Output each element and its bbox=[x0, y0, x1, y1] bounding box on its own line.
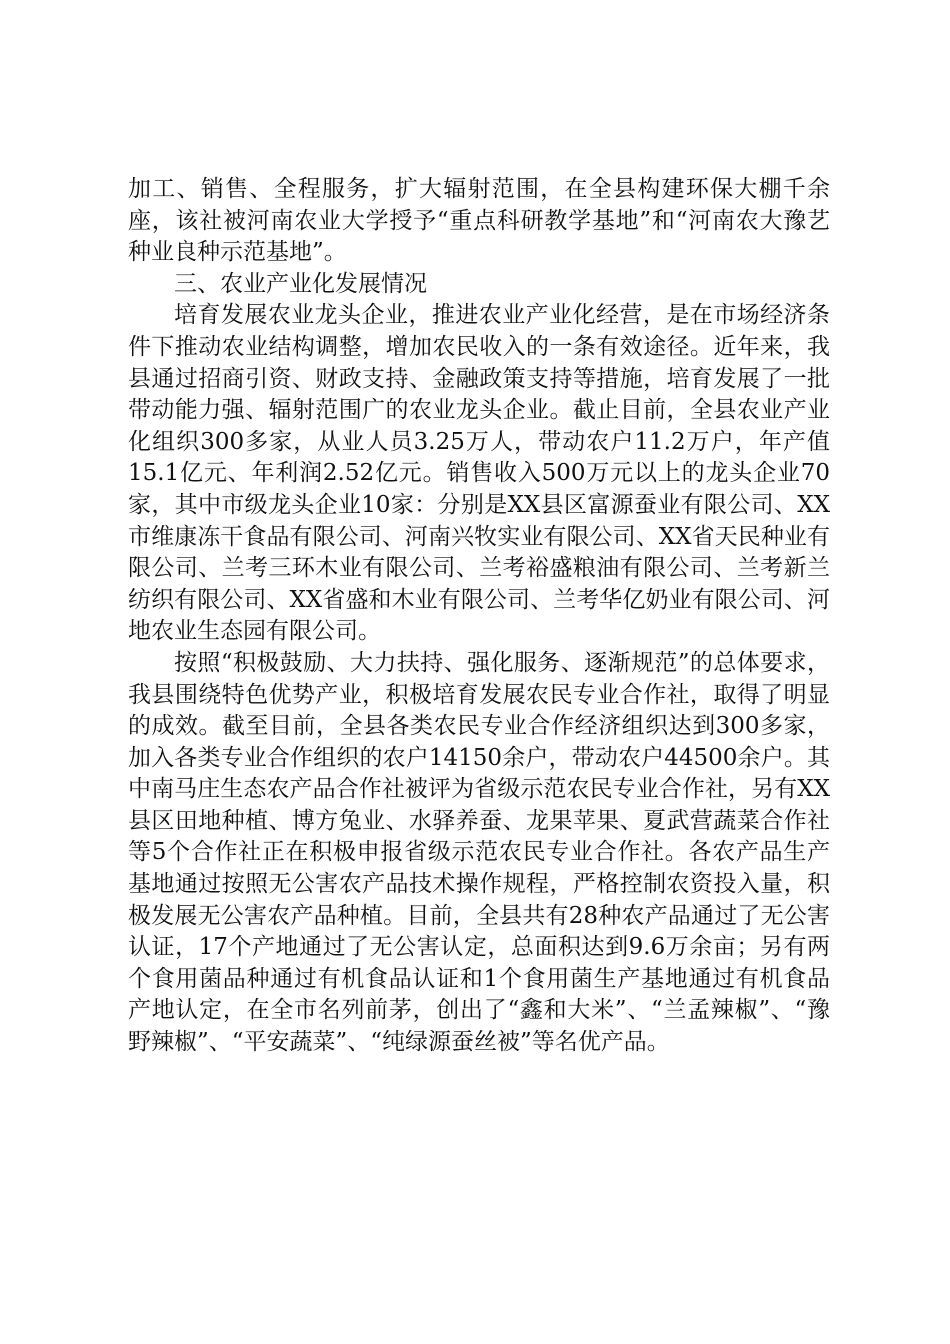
document-body bbox=[128, 174, 830, 1059]
paragraph-leading-enterprises: 培育发展农业龙头企业，推进农业产业化经营，是在市场经济条件下推动农业结构调整，增加农民收入的一条有效途径。近年来，我县通过招商引资、财政支持、金融政策支持等措施，培育发展了一批带动能力强、辐射范围广的农业龙头企业。截止目前，全县农业产业化组织300多家，从业人员3.25万人，带动农户11.2万户，年产值15.1亿元、年利润2.52亿元。销售收入500万元以上的龙头企业70家，其中市级龙头企业10家：分别是XX县区富源蚕业有限公司、XX市维康冻干食品有限公司、河南兴牧实业有限公司、XX省天民种业有限公司、兰考三环木业有限公司、兰考裕盛粮油有限公司、兰考新兰纺织有限公司、XX省盛和木业有限公司、兰考华亿奶业有限公司、河地农业生态园有限公司。 bbox=[128, 302, 830, 645]
paragraph-cooperatives: 按照“积极鼓励、大力扶持、强化服务、逐渐规范”的总体要求，我县围绕特色优势产业，积极培育发展农民专业合作社，取得了明显的成效。截至目前，全县各类农民专业合作经济组织达到300多家，加入各类专业合作组织的农户14150余户，带动农户44500余户。其中南马庄生态农产品合作社被评为省级示范农民专业合作社，另有XX县区田地种植、博方兔业、水驿养蚕、龙果苹果、夏武营蔬菜合作社等5个合作社正在积极申报省级示范农民专业合作社。各农产品生产基地通过按照无公害农产品技术操作规程，严格控制农资投入量，积极发展无公害农产品种植。目前，全县共有28种农产品通过了无公害认证，17个产地通过了无公害认定，总面积达到9.6万余亩；另有两个食用菌品种通过有机食品认证和1个食用菌生产基地通过有机食品产地认定，在全市名列前茅，创出了“鑫和大米”、“兰孟辣椒”、“豫野辣椒”、“平安蔬菜”、“纯绿源蚕丝被”等名优产品。 bbox=[128, 649, 830, 1056]
section-heading: 三、农业产业化发展情况 bbox=[174, 270, 427, 297]
paragraph-continuation: 加工、销售、全程服务，扩大辐射范围，在全县构建环保大棚千余座，该社被河南农业大学授予“重点科研教学基地”和“河南农大豫艺种业良种示范基地”。 bbox=[128, 176, 830, 266]
